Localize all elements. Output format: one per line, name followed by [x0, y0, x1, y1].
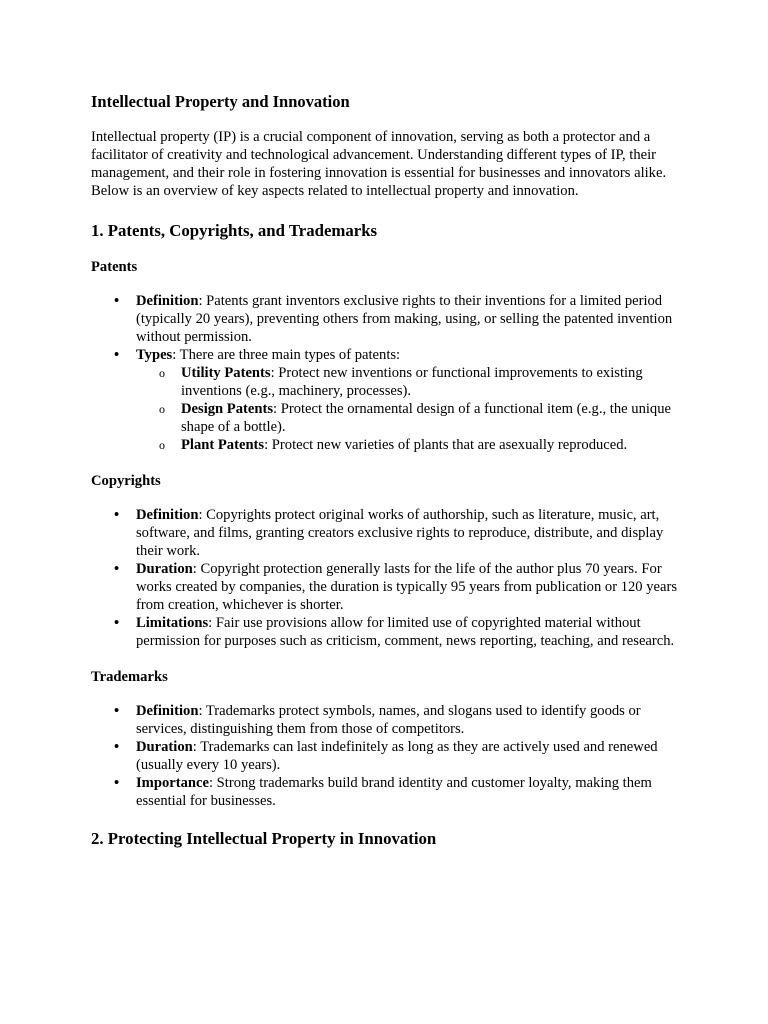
sub-list-item: [181, 400, 681, 436]
list-item: [136, 614, 681, 650]
list-item: [136, 560, 681, 614]
item-text: : Protect new varieties of plants that are asexually reproduced.: [264, 437, 628, 453]
copyrights-list: [91, 506, 681, 650]
trademarks-list: [91, 702, 681, 810]
item-text: : Trademarks protect symbols, names, and slogans used to identify goods or services, distinguishing them from those of competitors.: [136, 703, 641, 737]
term: Definition: [136, 703, 199, 719]
patents-heading: Patents: [91, 259, 138, 275]
item-text: : Trademarks can last indefinitely as long as they are actively used and renewed (usually every 10 years).: [136, 739, 658, 773]
section-2-heading: 2. Protecting Intellectual Property in Innovation: [91, 829, 437, 848]
item-text: : Protect new inventions or functional improvements to existing inventions (e.g., machinery, processes).: [181, 365, 643, 399]
list-item: [136, 292, 681, 346]
term: Limitations: [136, 615, 209, 631]
term: Definition: [136, 293, 199, 309]
list-item: [136, 774, 681, 810]
sub-list-item: [181, 364, 681, 400]
item-text: : Fair use provisions allow for limited use of copyrighted material without permission for purposes such as criticism, comment, news reporting, teaching, and research.: [136, 615, 675, 649]
list-item: [136, 738, 681, 774]
item-text: : Copyright protection generally lasts for the life of the author plus 70 years. For works created by companies, the duration is typically 95 years from publication or 120 years from creation, whichever is shorter.: [136, 561, 678, 613]
term: Definition: [136, 507, 199, 523]
item-text: : Patents grant inventors exclusive rights to their inventions for a limited period (typically 20 years), preventing others from making, using, or selling the patented invention without permission.: [136, 293, 673, 345]
item-text: : Copyrights protect original works of authorship, such as literature, music, art, software, and films, granting creators exclusive rights to reproduce, distribute, and display their work.: [136, 507, 664, 559]
document-title: Intellectual Property and Innovation: [91, 92, 350, 111]
item-text: : Strong trademarks build brand identity and customer loyalty, making them essential for businesses.: [136, 775, 652, 809]
copyrights-heading: Copyrights: [91, 473, 161, 489]
section-1-heading: 1. Patents, Copyrights, and Trademarks: [91, 221, 378, 240]
list-item: [136, 506, 681, 560]
patents-list: [91, 292, 681, 454]
list-item: [136, 702, 681, 738]
patent-types-list: [136, 364, 681, 454]
list-item: [136, 346, 681, 454]
term: Utility Patents: [181, 365, 271, 381]
term: Types: [136, 347, 173, 363]
intro-paragraph: Intellectual property (IP) is a crucial component of innovation, serving as both a protector and a facilitator of creativity and technological advancement. Understanding different types of IP, their management, and their role in fostering innovation is essential for businesses and innovators alike. Below is an overview of key aspects related to intellectual property and innovation.: [91, 129, 667, 199]
item-text: : Protect the ornamental design of a functional item (e.g., the unique shape of a bottle).: [181, 401, 671, 435]
term: Plant Patents: [181, 437, 265, 453]
sub-list-item: [181, 436, 681, 454]
term: Duration: [136, 739, 193, 755]
trademarks-heading: Trademarks: [91, 669, 168, 685]
item-text: : There are three main types of patents:: [172, 347, 401, 363]
term: Duration: [136, 561, 193, 577]
term: Importance: [136, 775, 209, 791]
term: Design Patents: [181, 401, 274, 417]
document-body: [91, 91, 681, 866]
